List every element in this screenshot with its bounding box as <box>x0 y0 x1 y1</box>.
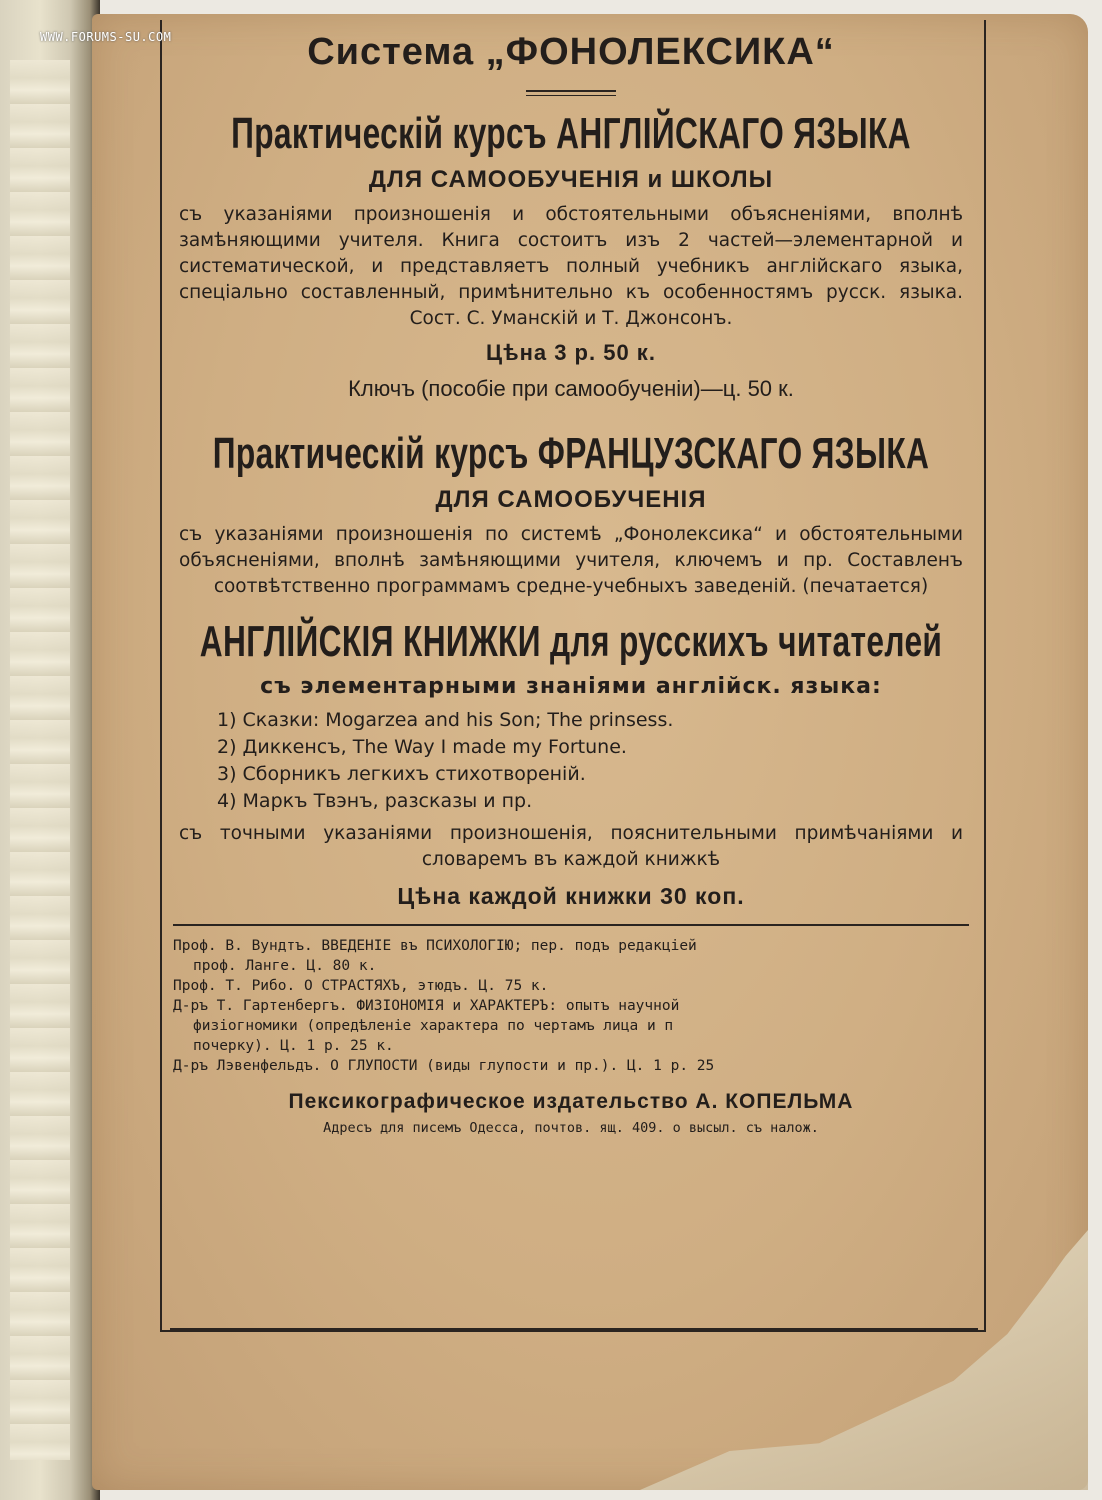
book-spine <box>0 0 100 1500</box>
english-books-list <box>217 707 977 815</box>
list-item: 4) Маркъ Твэнъ, разсказы и пр. <box>217 790 533 812</box>
publisher-name: Пексикографическое издательство А. КОПЕЛЬМА <box>288 1090 854 1113</box>
list-item: 1) Сказки: Mogarzea and his Son; The prinsess. <box>217 709 674 731</box>
list-item: проф. Ланге. Ц. 80 к. <box>193 958 377 974</box>
bottom-rule <box>170 1328 978 1330</box>
english-course-description: съ указаніями произношенія и обстоятельными объясненіями, вполнѣ замѣняющими учителя. Книга состоитъ изъ 2 частей—элементарной и систематической, и представляетъ полный учебникъ англійскаго языка, спеціально составленный, примѣнительно къ особенностямъ русск. языка. Сост. С. Уманскій и Т. Джонсонъ. <box>179 204 963 329</box>
list-item: Д-ръ Т. Гартенбергъ. ФИЗІОНОМІЯ и ХАРАКТЕРЪ: опытъ научной <box>173 998 680 1014</box>
french-course-title: Практическій курсъ ФРАНЦУЗСКАГО ЯЗЫКА <box>212 429 930 478</box>
site-watermark: WWW.FORUMS-SU.COM <box>40 30 172 44</box>
list-item: Проф. Т. Рибо. О СТРАСТЯХЪ, этюдъ. Ц. 75 к. <box>173 978 549 994</box>
list-item: Д-ръ Лэвенфельдъ. О ГЛУПОСТИ (виды глупости и пр.). Ц. 1 р. 25 <box>173 1058 715 1074</box>
list-item: физіогномики (опредѣленіе характера по чертамъ лица и п <box>193 1018 674 1034</box>
torn-spine-paper <box>10 60 70 1460</box>
english-books-description: съ точными указаніями произношенія, пояснительными примѣчаніями и словаремъ въ каждой книжкѣ <box>179 823 963 870</box>
english-course-title: Практическій курсъ АНГЛІЙСКАГО ЯЗЫКА <box>231 109 911 158</box>
english-course-key-price: Ключъ (пособіе при самообученіи)—ц. 50 к. <box>348 376 794 401</box>
other-books-list <box>173 924 969 1076</box>
publisher-address: Адресъ для писемъ Одесса, почтов. ящ. 409. о высыл. съ налож. <box>323 1120 819 1136</box>
english-books-subtitle: съ элементарными знаніями англійск. языка: <box>260 674 882 699</box>
french-course-subtitle: ДЛЯ САМООБУЧЕНІЯ <box>435 486 707 513</box>
english-books-title: АНГЛІЙСКІЯ КНИЖКИ для русскихъ читателей <box>199 617 943 666</box>
series-title: Система „ФОНОЛЕКСИКА“ <box>307 31 835 73</box>
list-item: почерку). Ц. 1 р. 25 к. <box>193 1038 394 1054</box>
english-course-price: Цѣна 3 р. 50 к. <box>486 340 656 365</box>
english-course-subtitle: ДЛЯ САМООБУЧЕНІЯ и ШКОЛЫ <box>368 166 774 193</box>
list-item: Проф. В. Вундтъ. ВВЕДЕНІЕ въ ПСИХОЛОГІЮ; пер. подъ редакціей <box>173 938 697 954</box>
french-course-description: съ указаніями произношенія по системѣ „Фонолексика“ и обстоятельными объясненіями, вполнѣ замѣняющими учителя, ключемъ и пр. Составленъ соотвѣтственно программамъ средне-учебныхъ заведеній. (печатается) <box>179 524 963 597</box>
english-books-price: Цѣна каждой книжки 30 коп. <box>397 883 745 909</box>
advertisement-content <box>165 28 977 1136</box>
list-item: 2) Диккенсъ, The Way I made my Fortune. <box>217 736 627 758</box>
list-item: 3) Сборникъ легкихъ стихотвореній. <box>217 763 586 785</box>
title-rule <box>526 90 616 96</box>
